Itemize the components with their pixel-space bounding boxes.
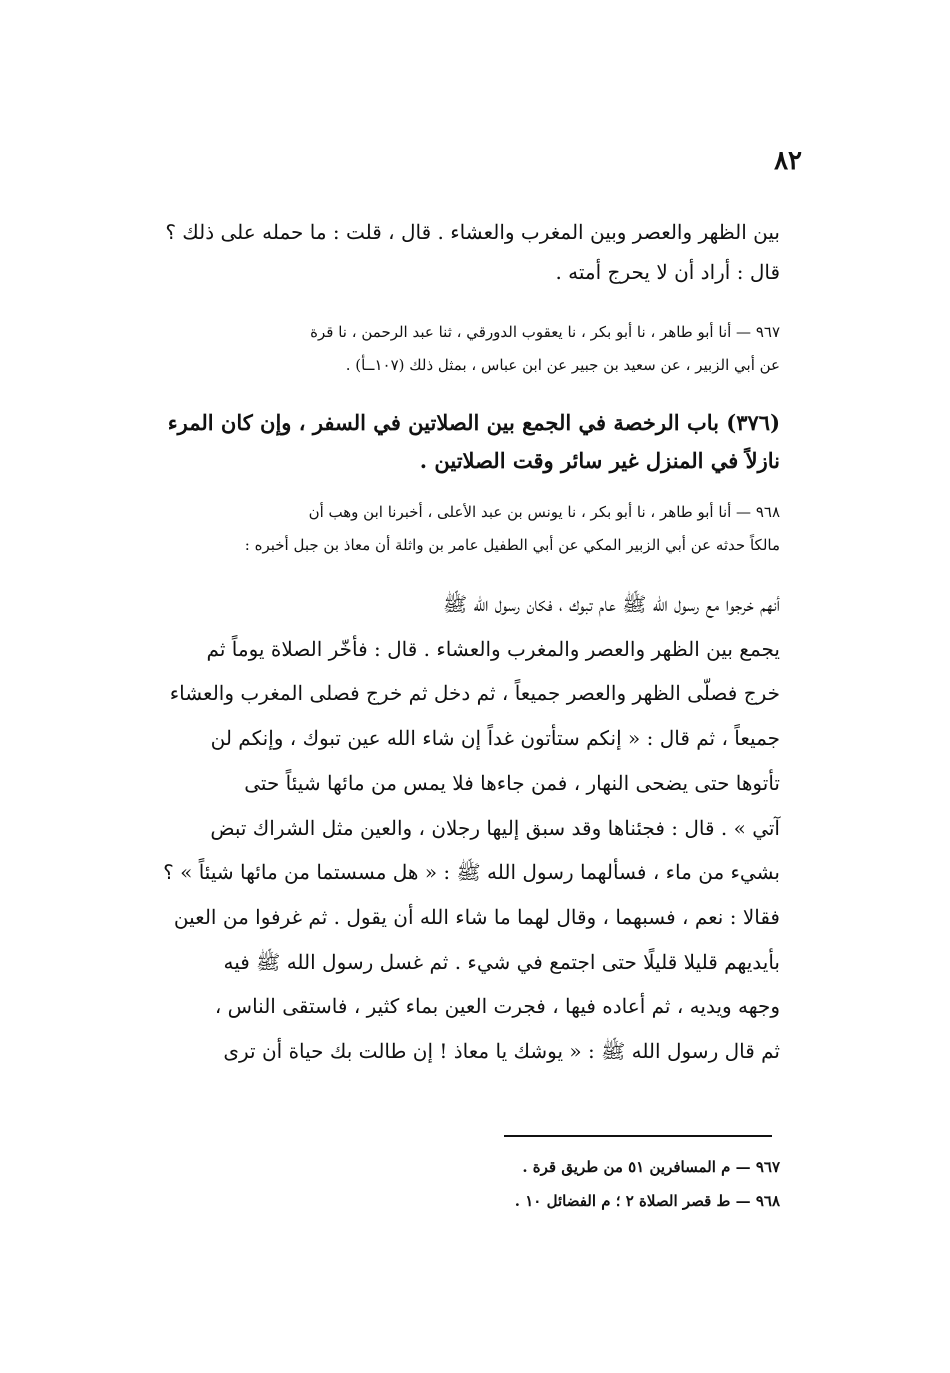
hadith-968-matn <box>104 582 780 1074</box>
text-line: قال : أراد أن لا يحرج أمته . <box>555 260 780 284</box>
text-line: ٩٦٨ — أنا أبو طاهر ، نا أبو بكر ، نا يونس بن عبد الأعلى ، أخبرنا ابن وهب أن <box>308 503 780 521</box>
text-line: فقالا : نعم ، فسبهما ، وقال لهما ما شاء الله أن يقول . ثم غرفوا من العين <box>173 904 780 929</box>
text-line: آتي » . قال : فجئناها وقد سبق إليها رجلان ، والعين مثل الشراك تبض <box>210 815 780 840</box>
heading-line: (٣٧٦) باب الرخصة في الجمع بين الصلاتين في السفر ، وإن كان المرء <box>167 410 780 435</box>
text-line: جميعاً ، ثم قال : « إنكم ستأتون غداً إن شاء الله عين تبوك ، وإنكم لن <box>210 726 780 751</box>
text-line: يجمع بين الظهر والعصر والمغرب والعشاء . قال : فأخّر الصلاة يوماً ثم <box>206 636 780 661</box>
footnote-967: ٩٦٧ — م المسافرين ٥١ من طريق قرة . <box>522 1158 780 1176</box>
footnote-968: ٩٦٨ — ط قصر الصلاة ٢ ؛ م الفضائل ١٠ . <box>514 1192 780 1210</box>
chapter-heading <box>104 404 780 480</box>
hadith-968-isnad <box>104 496 780 562</box>
page-number: ٨٢ <box>774 146 802 176</box>
text-line: بين الظهر والعصر وبين المغرب والعشاء . قال ، قلت : ما حمله على ذلك ؟ <box>165 220 780 244</box>
text-line: تأتوها حتى يضحى النهار ، فمن جاءها فلا يمس من مائها شيئاً حتى <box>244 770 780 795</box>
footnotes <box>380 1150 780 1218</box>
text-line: عن أبي الزبير ، عن سعيد بن جبير عن ابن عباس ، بمثل ذلك (١٠٧ــأ) . <box>345 356 780 374</box>
text-line: بشيء من ماء ، فسألهما رسول الله ﷺ : « هل مسستما من مائها شيئاً » ؟ <box>163 860 780 885</box>
text-line: مالكاً حدثه عن أبي الزبير المكي عن أبي الطفيل عامر بن واثلة أن معاذ بن جبل أخبره : <box>244 536 780 554</box>
intro-paragraph <box>104 212 780 292</box>
text-line: ثم قال رسول الله ﷺ : « يوشك يا معاذ ! إن طالت بك حياة أن ترى <box>223 1039 780 1064</box>
text-line: وجهه ويديه ، ثم أعاده فيها ، فجرت العين بماء كثير ، فاستقى الناس ، <box>214 994 780 1019</box>
text-line: ٩٦٧ — أنا أبو طاهر ، نا أبو بكر ، نا يعقوب الدورقي ، ثنا عبد الرحمن ، نا قرة <box>310 323 780 341</box>
heading-line: نازلاً في المنزل غير سائر وقت الصلاتين . <box>419 448 780 473</box>
footnote-divider <box>504 1135 772 1137</box>
hadith-967-isnad <box>104 316 780 382</box>
text-line: بأيديهم قليلا قليلًا حتى اجتمع في شيء . ثم غسل رسول الله ﷺ فيه <box>223 949 780 974</box>
text-line: خرج فصلّى الظهر والعصر جميعاً ، ثم دخل ثم خرج فصلى المغرب والعشاء <box>169 681 780 706</box>
text-line: أنهم خرجوا مع رسول الله ﷺ عام تبوك ، فكان رسول الله ﷺ <box>442 592 780 616</box>
